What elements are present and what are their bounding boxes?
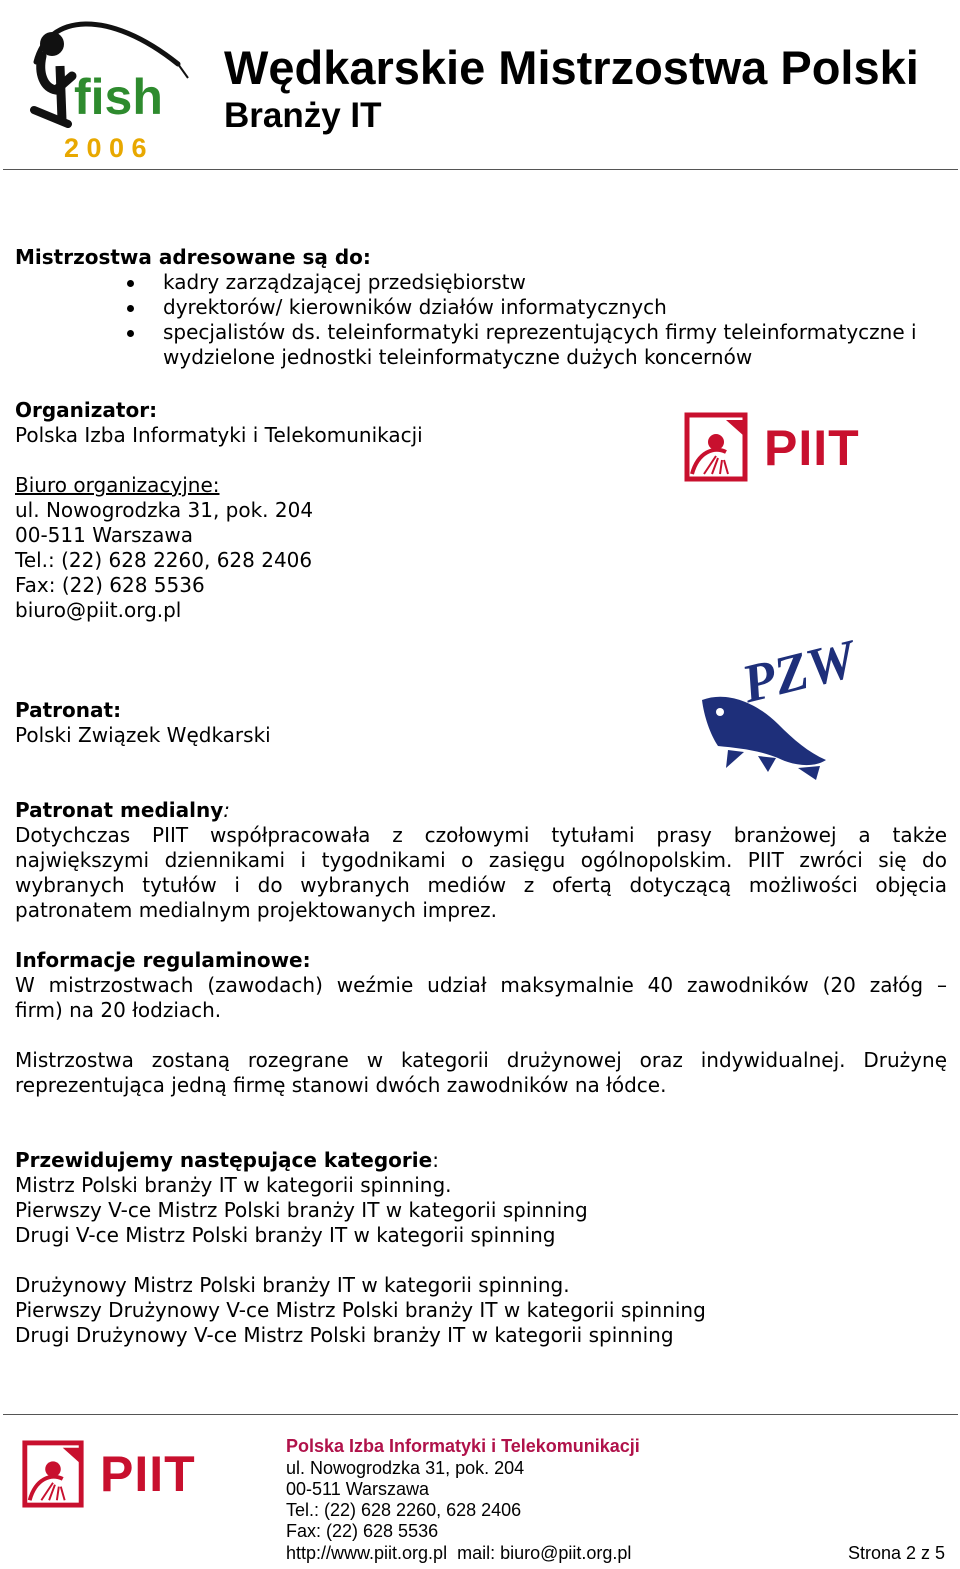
rules-p2-line-2: reprezentująca jedną firmę stanowi dwóch zawodników na łódce. [15,1073,667,1097]
bullet-icon [127,305,134,312]
itfish-logo-year: 2 0 0 6 [64,133,147,163]
itfish-logo [28,4,208,164]
rules-p1-line-1: W mistrzostwach (zawodach) weźmie udział maksymalnie 40 zawodników (20 załóg – [15,973,947,997]
category-item: Drugi Drużynowy V-ce Mistrz Polski branży IT w kategorii spinning [15,1323,674,1347]
piit-logo-text: PIIT [764,420,860,476]
media-heading: Patronat medialny: [15,798,230,822]
office-fax: Fax: (22) 628 5536 [15,573,205,597]
page-subtitle: Branży IT [224,96,382,135]
rules-heading: Informacje regulaminowe: [15,948,311,972]
footer-fax: Fax: (22) 628 5536 [286,1521,439,1541]
office-address: ul. Nowogrodzka 31, pok. 204 [15,498,314,522]
itfish-logo-word: fish [74,69,163,125]
audience-heading: Mistrzostwa adresowane są do: [15,245,371,269]
piit-emblem-icon [20,1440,86,1508]
list-item-continuation: wydzielone jednostki teleinformatyczne dużych koncernów [163,345,753,369]
footer-org: Polska Izba Informatyki i Telekomunikacji [286,1436,640,1456]
media-line-3: wybranych tytułów i do wybranych mediów z ofertą dotyczącą możliwości objęcia [15,873,947,897]
media-line-1: Dotychczas PIIT współpracowała z czołowymi tytułami prasy branżowej a także [15,823,947,847]
rules-p2-line-1: Mistrzostwa zostaną rozegrane w kategorii drużynowej oraz indywidualnej. Drużynę [15,1048,947,1072]
audience-list [15,270,917,370]
media-line-4: patronatem medialnym projektowanych imprez. [15,898,498,922]
category-item: Pierwszy V-ce Mistrz Polski branży IT w kategorii spinning [15,1198,588,1222]
list-item: kadry zarządzającej przedsiębiorstw [15,270,917,295]
bullet-icon [127,280,134,287]
office-email[interactable]: biuro@piit.org.pl [15,598,182,622]
category-item: Drugi V-ce Mistrz Polski branży IT w kategorii spinning [15,1223,556,1247]
page-title: Wędkarskie Mistrzostwa Polski [224,41,919,94]
page-number: Strona 2 z 5 [848,1543,946,1563]
category-item: Mistrz Polski branży IT w kategorii spinning. [15,1173,452,1197]
footer-city: 00-511 Warszawa [286,1479,430,1499]
header-divider [3,169,958,170]
bullet-icon [127,330,134,337]
categories-heading: Przewidujemy następujące kategorie: [15,1148,439,1172]
organizer-name: Polska Izba Informatyki i Telekomunikacji [15,423,423,447]
footer-phone: Tel.: (22) 628 2260, 628 2406 [286,1500,522,1520]
patronage-name: Polski Związek Wędkarski [15,723,271,747]
piit-emblem-icon [684,412,748,482]
footer-piit-logo [20,1440,196,1510]
office-label: Biuro organizacyjne: [15,473,220,497]
organizer-heading: Organizator: [15,398,158,422]
list-item: dyrektorów/ kierowników działów informatycznych [15,295,917,320]
office-city: 00-511 Warszawa [15,523,193,547]
list-item: specjalistów ds. teleinformatyki reprezentujących firmy teleinformatyczne i [15,320,917,345]
piit-logo [684,412,862,484]
footer-piit-logo-text: PIIT [100,1446,196,1502]
category-item: Drużynowy Mistrz Polski branży IT w kategorii spinning. [15,1273,570,1297]
category-item: Pierwszy Drużynowy V-ce Mistrz Polski branży IT w kategorii spinning [15,1298,706,1322]
rules-p1-line-2: firm) na 20 łodziach. [15,998,222,1022]
patronage-heading: Patronat: [15,698,122,722]
media-line-2: największymi dziennikami i tygodnikami o zasięgu ogólnopolskim. PIIT zwróci się do [15,848,947,872]
office-phone: Tel.: (22) 628 2260, 628 2406 [15,548,313,572]
footer-divider [3,1414,958,1415]
footer-address: ul. Nowogrodzka 31, pok. 204 [286,1458,525,1478]
footer-web-mail[interactable]: http://www.piit.org.pl mail: biuro@piit.org.pl [286,1543,632,1563]
pzw-logo-text: PZW [736,628,862,715]
pzw-logo [698,628,862,782]
